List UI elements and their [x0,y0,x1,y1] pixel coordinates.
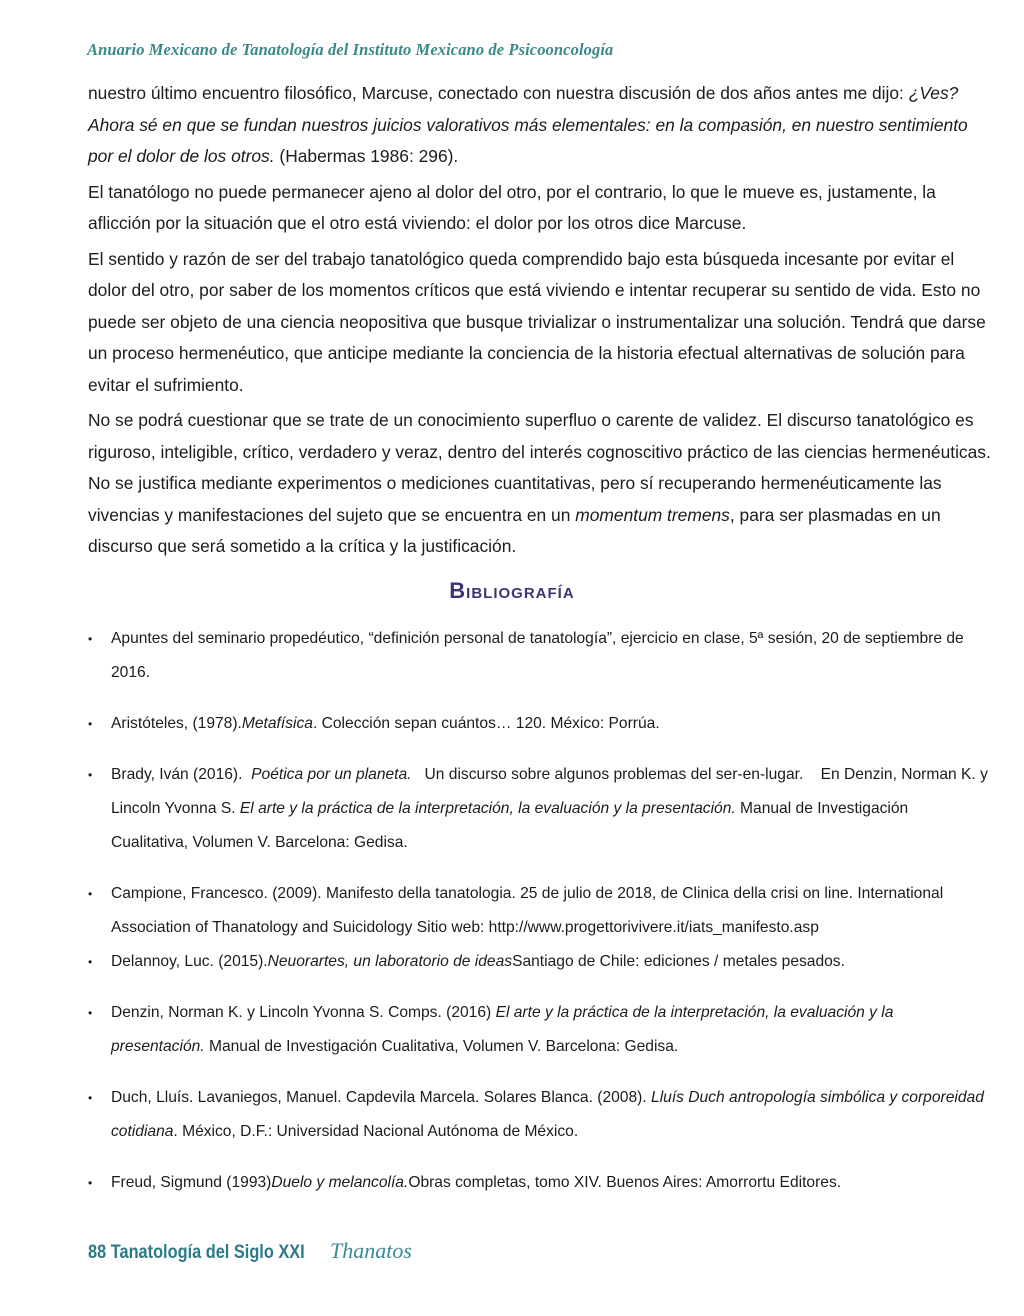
paragraph: nuestro último encuentro filosófico, Marcuse, conectado con nuestra discusión de dos años antes me dijo: ¿Ves? Ahora sé en que se fundan nuestros juicios valorativos más elementales: en la compasión, en nuestro sentimiento por el dolor de los otros. (Habermas 1986: 296). [88,83,968,166]
reference-item: • Aristóteles, (1978).Metafísica. Colección sepan cuántos… 120. México: Porrúa. [88,707,988,741]
reference-item: • Denzin, Norman K. y Lincoln Yvonna S. Comps. (2016) El arte y la práctica de la interpretación, la evaluación y la presentación. Manual de Investigación Cualitativa, Volumen V. Barcelona: Gedisa. [88,996,988,1064]
reference-item: • Freud, Sigmund (1993)Duelo y melancolía.Obras completas, tomo XIV. Buenos Aires: Amorrortu Editores. [88,1166,988,1200]
page-footer [88,1238,412,1264]
reference-item: • Campione, Francesco. (2009). Manifesto della tanatologia. 25 de julio de 2018, de Clinica della crisi on line. International Association of Thanatology and Suicidology Sitio web: http://www.progettorivivere.it/iats_manifesto.asp [88,877,988,945]
thanatos-logo: Thanatos [329,1238,412,1263]
reference-item: • Apuntes del seminario propedéutico, “definición personal de tanatología”, ejercicio en clase, 5ª sesión, 20 de septiembre de 2016. [88,622,988,690]
bullet-icon: • [88,768,93,782]
bullet-icon: • [88,1006,93,1020]
bibliography-list [88,622,993,1200]
reference-item: • Brady, Iván (2016). Poética por un planeta. Un discurso sobre algunos problemas del ser-en-lugar. En Denzin, Norman K. y Lincoln Yvonna S. El arte y la práctica de la interpretación, la evaluación y la presentación. Manual de Investigación Cualitativa, Volumen V. Barcelona: Gedisa. [88,758,988,860]
bullet-icon: • [88,1091,93,1105]
bullet-icon: • [88,887,93,901]
paragraph: El tanatólogo no puede permanecer ajeno al dolor del otro, por el contrario, lo que le mueve es, justamente, la aflicción por la situación que el otro está viviendo: el dolor por los otros dice Marcuse. [88,181,936,233]
running-header: Anuario Mexicano de Tanatología del Instituto Mexicano de Psicooncología [87,40,614,59]
body-text [88,78,992,567]
quote: ¿Ves? Ahora sé en que se fundan nuestros juicios valorativos más elementales: en la compasión, en nuestro sentimiento por el dolor de los otros. [88,83,968,166]
page-number-label: 88 Tanatología del Siglo XXI [88,1242,305,1263]
bullet-icon: • [88,1176,93,1190]
reference-item: • Duch, Lluís. Lavaniegos, Manuel. Capdevila Marcela. Solares Blanca. (2008). Lluís Duch antropología simbólica y corporeidad cotidiana. México, D.F.: Universidad Nacional Autónoma de México. [88,1081,988,1149]
reference-item: • Delannoy, Luc. (2015).Neuorartes, un laboratorio de ideasSantiago de Chile: ediciones / metales pesados. [88,945,988,979]
section-title: Bibliografía [449,578,575,603]
bullet-icon: • [88,717,93,731]
bullet-icon: • [88,632,93,646]
paragraph: El sentido y razón de ser del trabajo tanatológico queda comprendido bajo esta búsqueda incesante por evitar el dolor del otro, por saber de los momentos críticos que está viviendo e intentar recuperar su sentido de vida. Esto no puede ser objeto de una ciencia neopositiva que busque trivializar o instrumentalizar una solución. Tendrá que darse un proceso hermenéutico, que anticipe mediante la conciencia de la historia efectual alternativas de solución para evitar el sufrimiento. [88,248,986,395]
bullet-icon: • [88,955,93,969]
paragraph: No se podrá cuestionar que se trate de un conocimiento superfluo o carente de validez. El discurso tanatológico es riguroso, inteligible, crítico, verdadero y veraz, dentro del interés cognoscitivo práctico de las ciencias hermenéuticas. No se justifica mediante experimentos o mediciones cuantitativas, pero sí recuperando hermenéuticamente las vivencias y manifestaciones del sujeto que se encuentra en un momentum tremens, para ser plasmadas en un discurso que será sometido a la crítica y la justificación. [88,410,991,556]
